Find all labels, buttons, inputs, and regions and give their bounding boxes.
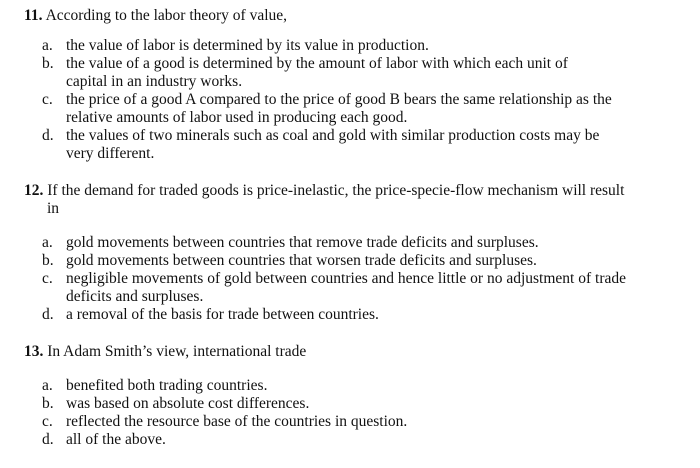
option-a [24, 377, 684, 395]
option-d [24, 127, 684, 163]
option-d [24, 431, 684, 449]
question-11 [24, 7, 684, 163]
option-letter: b. [42, 252, 54, 269]
option-letter: b. [42, 395, 54, 412]
option-letter: c. [42, 270, 53, 287]
options-list [24, 377, 684, 449]
option-text: the values of two minerals such as coal and gold with similar production costs may be very different. [66, 127, 600, 162]
question-number: 13. [24, 343, 44, 360]
options-list [24, 37, 684, 163]
option-text: the value of labor is determined by its value in production. [66, 37, 429, 54]
option-text: the price of a good A compared to the price of good B bears the same relationship as the relative amounts of labor used in producing each good. [66, 91, 612, 126]
question-number: 11. [24, 7, 43, 24]
question-stem [24, 7, 684, 25]
option-letter: d. [42, 431, 54, 448]
option-text: a removal of the basis for trade between countries. [66, 306, 379, 323]
option-a [24, 234, 684, 252]
question-12 [24, 182, 684, 324]
option-c [24, 413, 684, 431]
option-c [24, 91, 684, 127]
option-letter: a. [42, 37, 53, 54]
option-a [24, 37, 684, 55]
options-list [24, 234, 684, 324]
question-stem [24, 343, 684, 361]
option-d [24, 306, 684, 324]
question-text: If the demand for traded goods is price-inelastic, the price-specie-flow mechanism will result in [47, 182, 625, 217]
question-number: 12. [24, 182, 44, 199]
option-text: negligible movements of gold between countries and hence little or no adjustment of trade deficits and surpluses. [66, 270, 626, 305]
question-text: In Adam Smith’s view, international trade [47, 343, 307, 360]
option-letter: a. [42, 377, 53, 394]
option-letter: b. [42, 55, 54, 72]
option-text: all of the above. [66, 431, 166, 448]
option-letter: a. [42, 234, 53, 251]
option-text: was based on absolute cost differences. [66, 395, 310, 412]
option-text: gold movements between countries that remove trade deficits and surpluses. [66, 234, 539, 251]
option-letter: c. [42, 91, 53, 108]
question-text: According to the labor theory of value, [45, 7, 288, 24]
option-text: gold movements between countries that worsen trade deficits and surpluses. [66, 252, 537, 269]
option-letter: c. [42, 413, 53, 430]
option-letter: d. [42, 127, 54, 144]
option-letter: d. [42, 306, 54, 323]
option-text: the value of a good is determined by the amount of labor with which each unit of capital in an industry works. [66, 55, 568, 90]
option-b [24, 252, 684, 270]
question-13 [24, 343, 684, 449]
option-b [24, 55, 684, 91]
option-text: benefited both trading countries. [66, 377, 268, 394]
option-c [24, 270, 684, 306]
option-b [24, 395, 684, 413]
question-stem [24, 182, 637, 218]
option-text: reflected the resource base of the countries in question. [66, 413, 408, 430]
